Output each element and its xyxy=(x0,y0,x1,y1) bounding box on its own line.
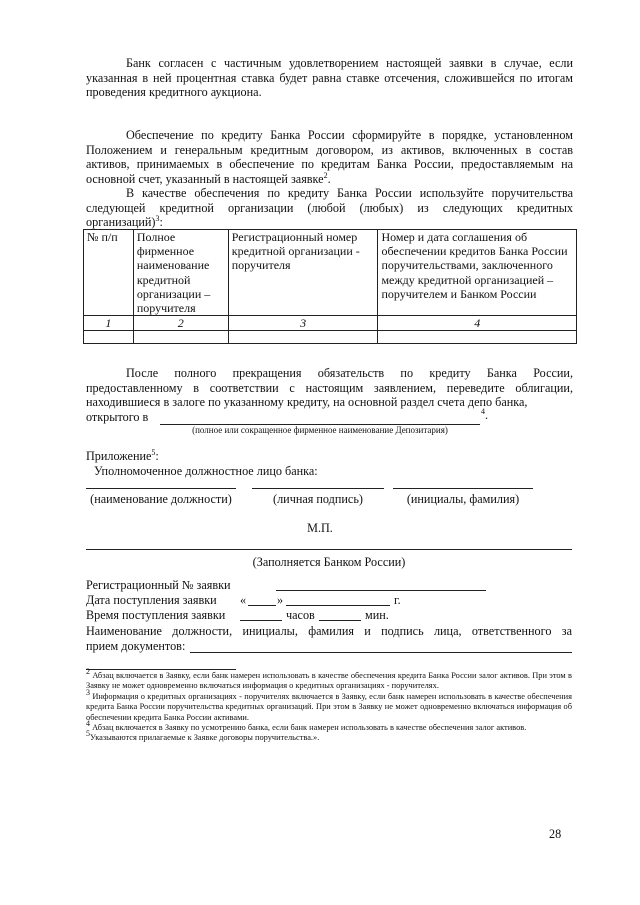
table-cell xyxy=(228,331,378,344)
paragraph-4-end: . xyxy=(485,408,489,422)
header-number: № п/п xyxy=(84,230,134,316)
footnote-ref-4: 4 xyxy=(481,406,485,416)
reception-line xyxy=(190,652,572,653)
appendix-label-wrap xyxy=(86,449,159,464)
table-cell xyxy=(133,331,228,344)
table-number-row xyxy=(84,316,577,331)
paragraph-3-end: : xyxy=(159,215,163,230)
appendix-end: : xyxy=(155,449,159,463)
table-header-row xyxy=(84,230,577,316)
footnote-2-text: Абзац включается в Заявку, если банк намерен использовать в качестве обеспечения кредита Банка России залог активов. При этом в Заявку не может одновременно включаться информация о кредитных организациях - поручителях. xyxy=(86,671,572,691)
depository-caption: (полное или сокращенное фирменное наименование Депозитария) xyxy=(192,425,448,435)
hours-line xyxy=(240,620,282,621)
header-reg-number: Регистрационный номер кредитной организации - поручителя xyxy=(228,230,378,316)
date-close-quote: » xyxy=(277,593,284,607)
paragraph-partial-satisfaction xyxy=(86,56,573,100)
position-line xyxy=(86,488,236,489)
footnote-4 xyxy=(86,719,572,733)
col-num-4: 4 xyxy=(378,316,577,331)
hours-label: часов xyxy=(286,608,315,622)
paragraph-collateral-assets xyxy=(86,128,573,186)
opened-in-label: открытого в xyxy=(86,410,149,424)
footnotes xyxy=(86,667,572,744)
minutes-label: мин. xyxy=(365,608,389,622)
reception-label: прием документов: xyxy=(86,639,186,653)
footnote-5 xyxy=(86,729,572,743)
header-agreement: Номер и дата соглашения об обеспечении кредитов Банка России поручительствами, заключенного между кредитной организацией – поручителем и Банком России xyxy=(378,230,577,316)
signature-line xyxy=(252,488,384,489)
col-num-1: 1 xyxy=(84,316,134,331)
footnote-ref-4-wrap xyxy=(481,408,488,423)
bank-section-title: (Заполняется Банком России) xyxy=(252,555,406,569)
col-num-2: 2 xyxy=(133,316,228,331)
footnote-3-text: Информация о кредитных организациях - поручителях включается в Заявку, если банк намерен использовать в качестве обеспечения кредита Банка России поручительства кредитных организаций. При этом в Заявку не может одновременно включаться информация об обеспечении кредита Банка России активами. xyxy=(86,691,572,722)
footnote-ref-5: 5 xyxy=(151,447,156,457)
table-cell xyxy=(378,331,577,344)
date-open-quote: « xyxy=(240,593,247,607)
table-row xyxy=(84,331,577,344)
reg-number-label: Регистрационный № заявки xyxy=(86,578,231,592)
minutes-line xyxy=(319,620,361,621)
footnote-2-mark: 2 xyxy=(86,667,90,677)
paragraph-1-text: Банк согласен с частичным удовлетворением настоящей заявки в случае, если указанная в ней процентная ставка будет равна ставке отсечения, сложившейся по итогам проведения кредитного аукциона. xyxy=(86,56,573,100)
paragraph-2-end: . xyxy=(327,171,331,186)
paragraph-3-text: В качестве обеспечения по кредиту Банка России используйте поручительства следующей кредитной организации (любой (любых) из следующих кредитных организаций) xyxy=(86,186,573,230)
name-caption: (инициалы, фамилия) xyxy=(406,492,520,506)
footnote-4-mark: 4 xyxy=(86,719,90,729)
page-number: 28 xyxy=(549,827,562,841)
signature-caption: (личная подпись) xyxy=(273,492,363,506)
footnote-separator xyxy=(86,669,236,670)
appendix-label: Приложение xyxy=(86,449,152,463)
paragraph-4-text: После полного прекращения обязательств по кредиту Банка России, предоставленному в соответствии с настоящим заявлением, переведите облигации, находившиеся в залоге по указанному кредиту, на основной раздел счета депо банка, xyxy=(86,366,573,410)
footnote-ref-2: 2 xyxy=(323,170,328,180)
footnote-3-mark: 3 xyxy=(86,688,90,698)
date-month-line xyxy=(286,605,390,606)
footnote-3 xyxy=(86,688,572,723)
footnote-4-text: Абзац включается в Заявку по усмотрению банка, если банк намерен использовать в качестве обеспечения залог активов. xyxy=(92,723,527,733)
paragraph-guarantees xyxy=(86,186,573,230)
position-caption: (наименование должности) xyxy=(90,492,232,506)
footnote-2 xyxy=(86,667,572,692)
footnote-ref-3: 3 xyxy=(155,214,160,224)
time-label: Время поступления заявки xyxy=(86,608,226,622)
col-num-3: 3 xyxy=(228,316,378,331)
guarantors-table xyxy=(83,229,577,344)
stamp-mark: М.П. xyxy=(307,521,333,535)
section-divider xyxy=(86,549,572,550)
footnote-5-text: Указываются прилагаемые к Заявке договоры поручительства.». xyxy=(90,733,320,743)
paragraph-bonds-transfer xyxy=(86,366,573,410)
year-label: г. xyxy=(394,593,401,607)
name-line xyxy=(393,488,533,489)
paragraph-2-text: Обеспечение по кредиту Банка России сформируйте в порядке, установленном Положением и генеральным кредитным договором, из активов, включенных в состав активов, принимаемых в обеспечение по кредитам Банка России, предоставляемым на основной счет, указанный в настоящей заявке xyxy=(86,128,573,186)
footnote-5-mark: 5 xyxy=(86,729,90,739)
responsible-person-label: Наименование должности, инициалы, фамилия и подпись лица, ответственного за xyxy=(86,624,572,638)
date-day-line xyxy=(248,605,276,606)
authorized-official-label: Уполномоченное должностное лицо банка: xyxy=(94,464,318,478)
date-label: Дата поступления заявки xyxy=(86,593,217,607)
table-cell xyxy=(84,331,134,344)
reg-number-line xyxy=(276,590,486,591)
header-full-name: Полное фирменное наименование кредитной организации – поручителя xyxy=(133,230,228,316)
